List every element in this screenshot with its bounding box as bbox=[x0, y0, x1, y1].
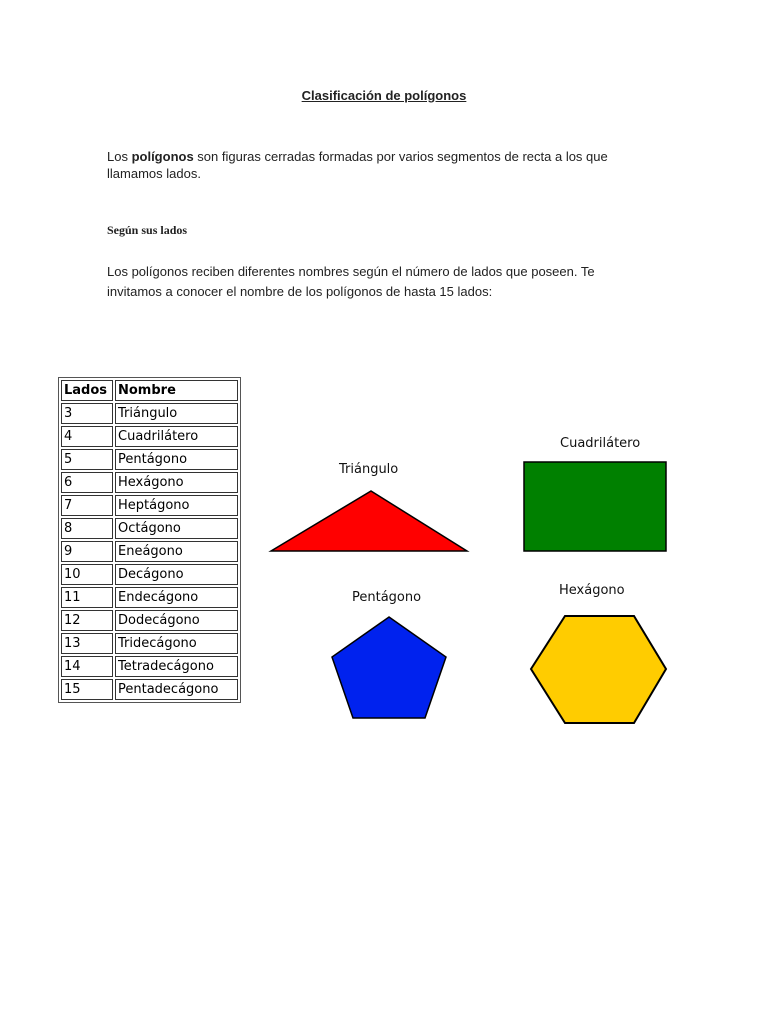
quadrilateral-label: Cuadrilátero bbox=[560, 436, 641, 451]
table-row bbox=[61, 679, 238, 700]
pentagon-polygon bbox=[332, 617, 446, 718]
hexagon-label: Hexágono bbox=[559, 583, 625, 598]
cell-lados: 4 bbox=[61, 426, 113, 447]
triangle-shape bbox=[268, 488, 470, 554]
cell-lados: 9 bbox=[61, 541, 113, 562]
table-row bbox=[61, 403, 238, 424]
cell-nombre: Hexágono bbox=[115, 472, 238, 493]
section-heading: Según sus lados bbox=[107, 223, 188, 237]
page-title: Clasificación de polígonos bbox=[301, 88, 467, 103]
cell-nombre: Pentadecágono bbox=[115, 679, 238, 700]
cell-nombre: Cuadrilátero bbox=[115, 426, 238, 447]
cell-nombre: Eneágono bbox=[115, 541, 238, 562]
cell-lados: 14 bbox=[61, 656, 113, 677]
cell-nombre: Heptágono bbox=[115, 495, 238, 516]
table-row bbox=[61, 518, 238, 539]
quadrilateral-shape bbox=[522, 460, 668, 554]
cell-nombre: Tetradecágono bbox=[115, 656, 238, 677]
description-paragraph: Los polígonos reciben diferentes nombres según el número de lados que poseen. Te invitamos a conocer el nombre de los polígonos de hasta 15 lados: bbox=[107, 264, 595, 299]
cell-lados: 11 bbox=[61, 587, 113, 608]
table-row bbox=[61, 610, 238, 631]
cell-lados: 15 bbox=[61, 679, 113, 700]
cell-nombre: Triángulo bbox=[115, 403, 238, 424]
intro-rest: son figuras cerradas formadas por varios segmentos de recta a los que llamamos lados. bbox=[107, 149, 608, 181]
table-row bbox=[61, 633, 238, 654]
header-lados: Lados bbox=[61, 380, 113, 401]
cell-nombre: Endecágono bbox=[115, 587, 238, 608]
cell-lados: 5 bbox=[61, 449, 113, 470]
cell-nombre: Pentágono bbox=[115, 449, 238, 470]
cell-lados: 10 bbox=[61, 564, 113, 585]
cell-lados: 8 bbox=[61, 518, 113, 539]
header-nombre: Nombre bbox=[115, 380, 238, 401]
cell-nombre: Octágono bbox=[115, 518, 238, 539]
table-row bbox=[61, 564, 238, 585]
table-row bbox=[61, 472, 238, 493]
cell-lados: 12 bbox=[61, 610, 113, 631]
intro-prefix: Los bbox=[107, 149, 132, 164]
cell-nombre: Tridecágono bbox=[115, 633, 238, 654]
cell-lados: 13 bbox=[61, 633, 113, 654]
cell-lados: 3 bbox=[61, 403, 113, 424]
table-row bbox=[61, 656, 238, 677]
intro-paragraph bbox=[107, 148, 647, 182]
pentagon-label: Pentágono bbox=[352, 590, 422, 605]
table-header-row bbox=[61, 380, 238, 401]
pentagon-shape bbox=[328, 614, 450, 722]
quadrilateral-rect bbox=[524, 462, 666, 551]
table-row bbox=[61, 587, 238, 608]
table-row bbox=[61, 426, 238, 447]
hexagon-shape bbox=[526, 612, 670, 728]
table-row bbox=[61, 495, 238, 516]
cell-lados: 6 bbox=[61, 472, 113, 493]
hexagon-polygon bbox=[531, 616, 666, 723]
triangle-label: Triángulo bbox=[339, 462, 399, 477]
intro-bold-term: polígonos bbox=[131, 149, 194, 164]
cell-lados: 7 bbox=[61, 495, 113, 516]
cell-nombre: Decágono bbox=[115, 564, 238, 585]
cell-nombre: Dodecágono bbox=[115, 610, 238, 631]
table-row bbox=[61, 541, 238, 562]
polygon-names-table bbox=[58, 377, 241, 703]
table-row bbox=[61, 449, 238, 470]
triangle-polygon bbox=[271, 491, 467, 551]
